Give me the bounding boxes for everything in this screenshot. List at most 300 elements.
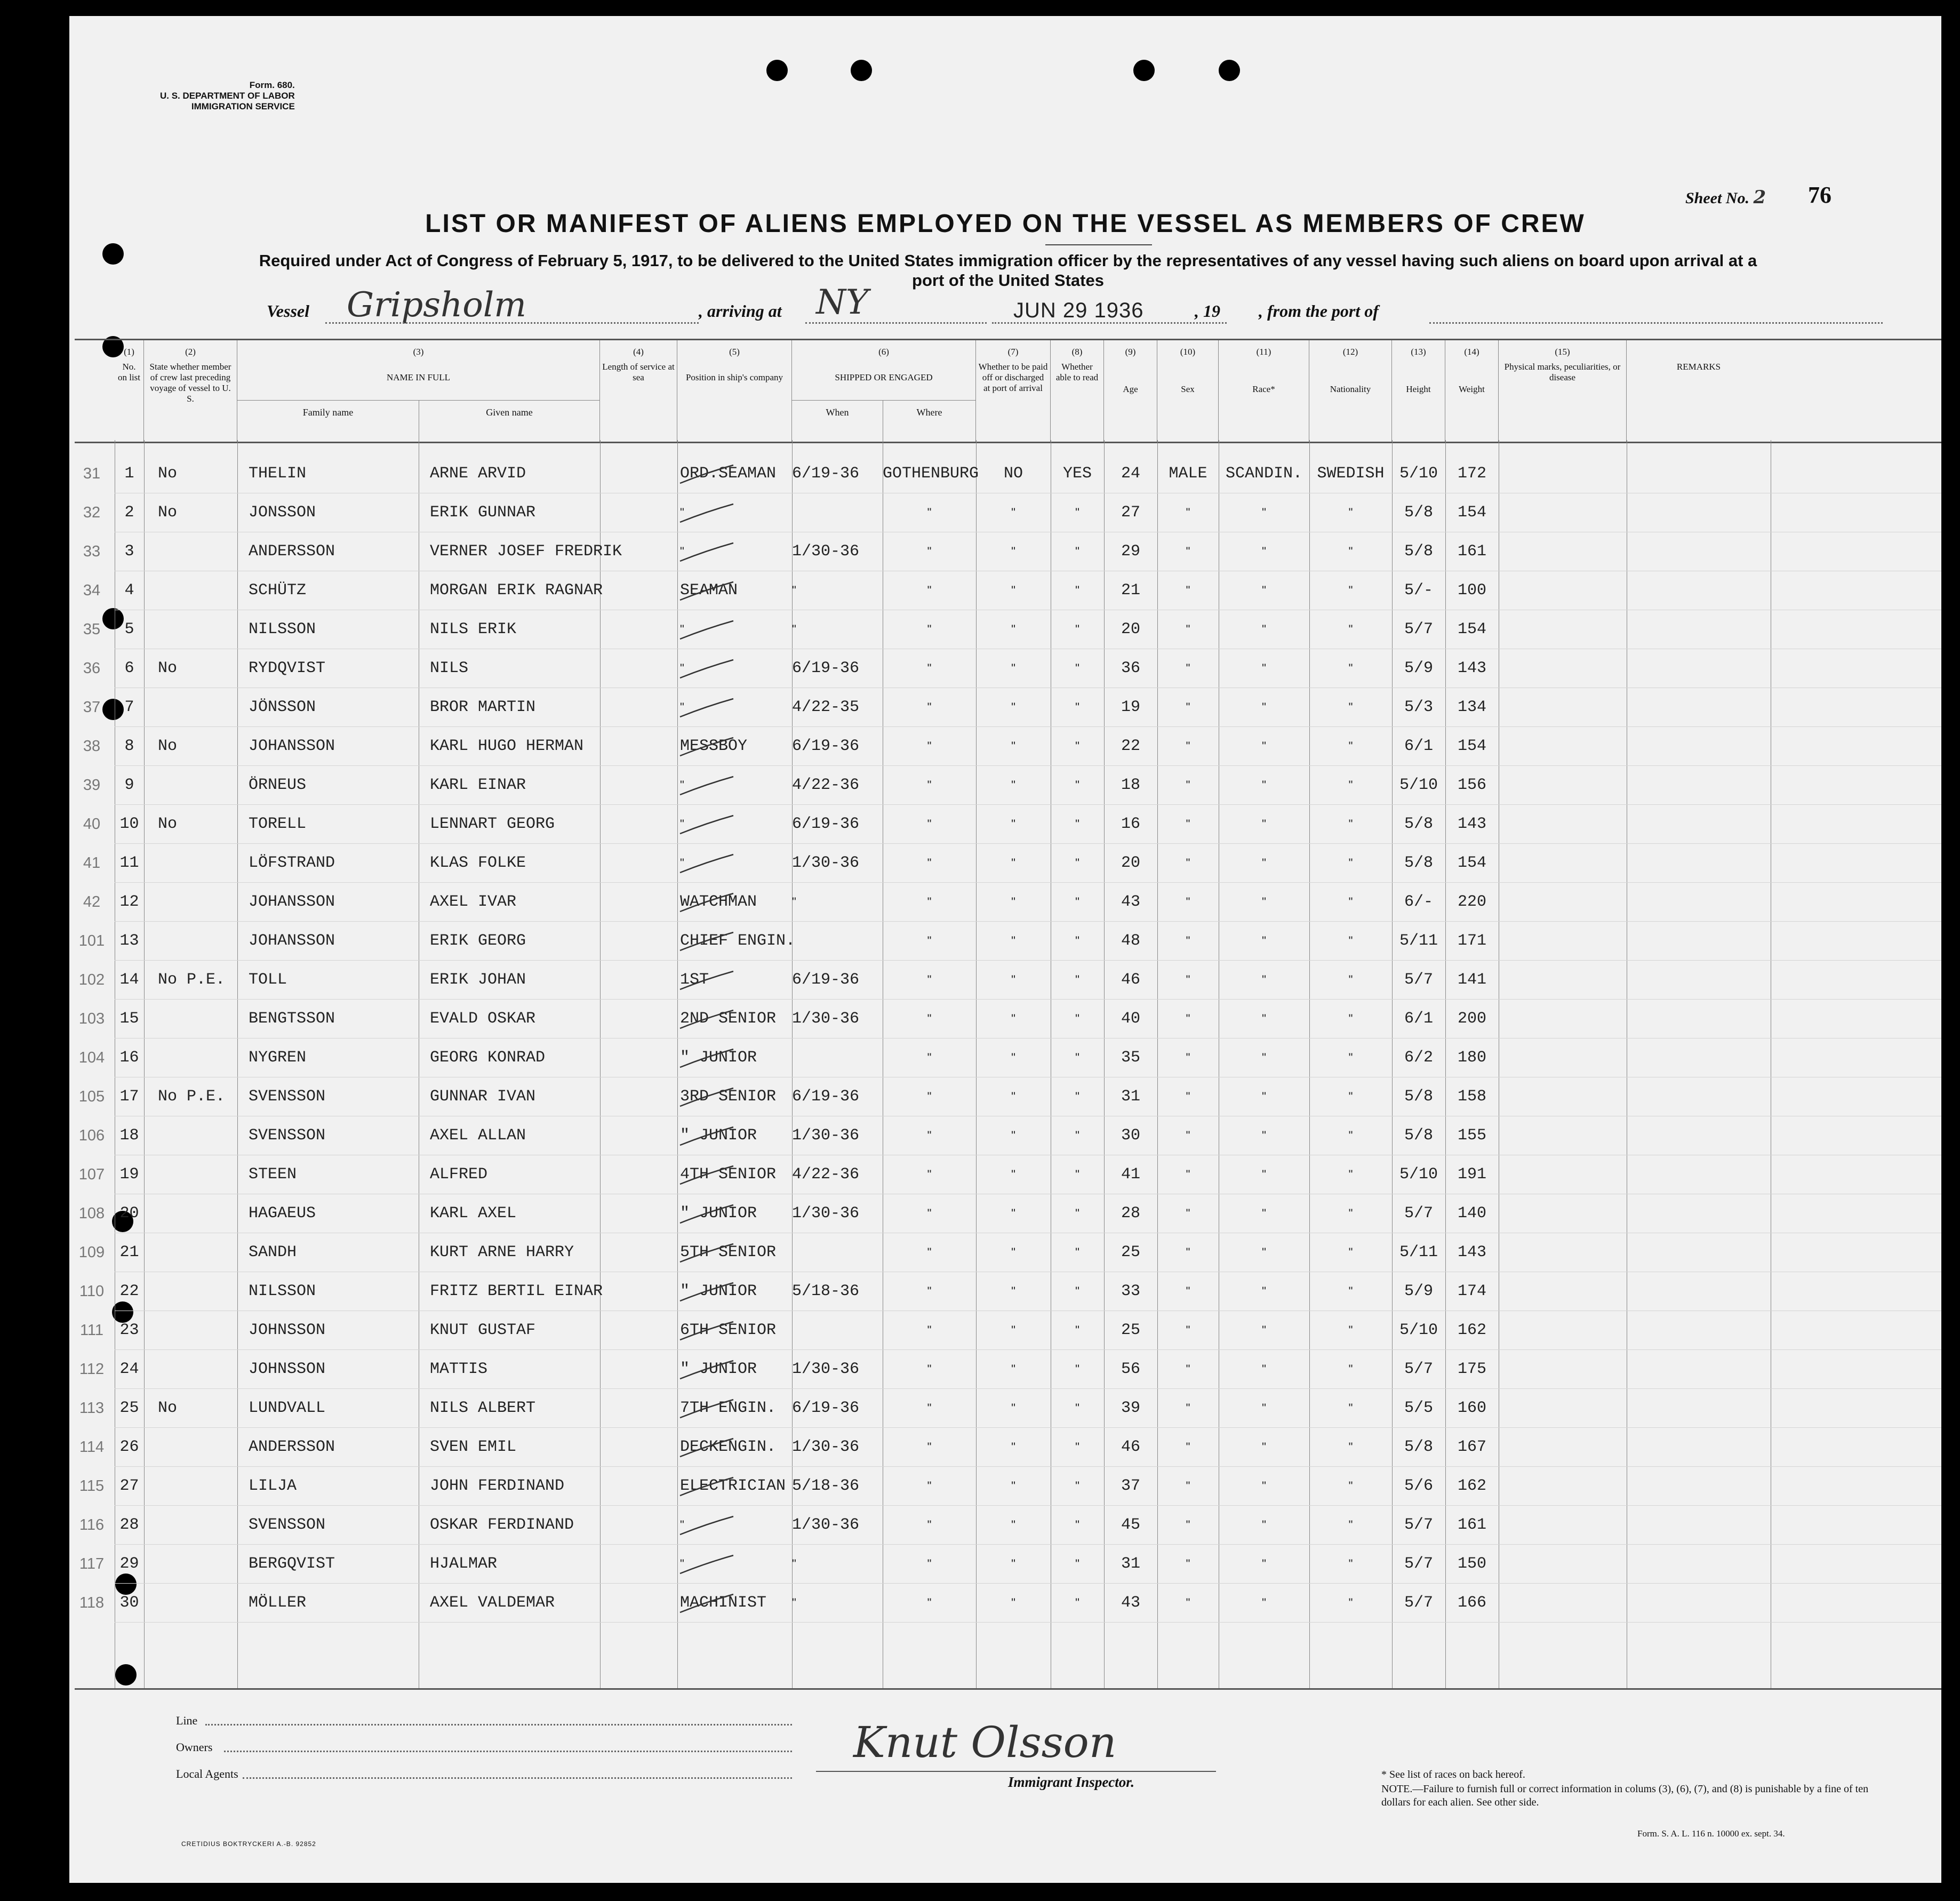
- cell-paid-off: ": [1011, 817, 1015, 830]
- from-port-label: , from the port of: [1259, 301, 1379, 321]
- cell-nationality: ": [1348, 1323, 1353, 1337]
- cell-age: 20: [1121, 620, 1140, 638]
- cell-family-name: JOHANSSON: [249, 932, 335, 950]
- cell-previous-voyage: [155, 1164, 238, 1185]
- cell-nationality: ": [1348, 973, 1353, 986]
- cell-given-name: KNUT GUSTAF: [430, 1321, 536, 1339]
- cell-able-to-read: ": [1075, 1440, 1079, 1453]
- table-row: [75, 454, 1941, 493]
- cell-prefix: 35: [83, 621, 101, 638]
- cell-able-to-read: ": [1075, 1129, 1079, 1142]
- header-col-4: (4) Length of service at sea: [600, 340, 677, 442]
- cell-sex: ": [1186, 973, 1190, 986]
- cell-paid-off: NO: [1003, 465, 1023, 483]
- cell-list-number: 15: [119, 1010, 139, 1028]
- cell-race: ": [1262, 1518, 1266, 1531]
- cell-nationality: ": [1348, 1129, 1353, 1142]
- cell-paid-off: ": [1011, 700, 1015, 714]
- cell-height: 5/8: [1404, 1438, 1433, 1456]
- cell-height: 5/11: [1399, 1243, 1438, 1261]
- vessel-name: Gripsholm: [347, 285, 526, 325]
- cell-able-to-read: ": [1075, 895, 1079, 908]
- header-col-9: (9) Age: [1104, 340, 1157, 442]
- subheader-when: When: [826, 407, 849, 418]
- cell-weight: 143: [1457, 659, 1486, 677]
- cell-weight: 143: [1457, 815, 1486, 833]
- cell-previous-voyage: No: [158, 504, 178, 522]
- cell-previous-voyage: [155, 619, 238, 640]
- cell-shipped-when: 6/19-36: [792, 465, 860, 483]
- cell-given-name: MORGAN ERIK RAGNAR: [430, 581, 603, 600]
- cell-shipped-when: 4/22-36: [792, 776, 860, 794]
- cell-nationality: ": [1348, 895, 1353, 908]
- table-row: [75, 532, 1941, 571]
- cell-given-name: KARL EINAR: [430, 776, 526, 794]
- cell-sex: ": [1186, 1245, 1190, 1259]
- cell-shipped-where: ": [927, 817, 932, 830]
- cell-race: ": [1262, 1245, 1266, 1259]
- cell-weight: 191: [1457, 1165, 1486, 1184]
- header-col-14: (14) Weight: [1445, 340, 1499, 442]
- cell-able-to-read: ": [1075, 739, 1079, 753]
- cell-race: ": [1262, 1090, 1266, 1103]
- cell-given-name: KARL HUGO HERMAN: [430, 737, 584, 755]
- table-row: [75, 610, 1941, 649]
- cell-list-number: 24: [119, 1360, 139, 1378]
- cell-position: ORD.SEAMAN: [680, 465, 777, 483]
- cell-paid-off: ": [1011, 1129, 1015, 1142]
- table-row: [75, 1000, 1941, 1039]
- service-length-mark: [675, 1202, 739, 1227]
- cell-race: ": [1262, 817, 1266, 830]
- cell-nationality: ": [1348, 1557, 1353, 1570]
- cell-age: 39: [1121, 1399, 1140, 1417]
- cell-sex: ": [1186, 1596, 1190, 1609]
- cell-age: 31: [1121, 1088, 1140, 1106]
- cell-nationality: ": [1348, 1401, 1353, 1415]
- cell-previous-voyage: No P.E.: [158, 1088, 226, 1106]
- cell-previous-voyage: No: [158, 465, 178, 483]
- cell-able-to-read: ": [1075, 1207, 1079, 1220]
- sheet-label: Sheet No. 2: [1685, 187, 1766, 208]
- cell-family-name: ANDERSSON: [249, 542, 335, 561]
- service-length-mark: [675, 501, 739, 526]
- cell-previous-voyage: [155, 1203, 238, 1224]
- cell-prefix: 113: [79, 1400, 105, 1417]
- cell-position: ": [680, 778, 684, 792]
- cell-prefix: 115: [79, 1477, 105, 1495]
- cell-prefix: 40: [83, 816, 101, 833]
- cell-height: 5/10: [1399, 465, 1438, 483]
- table-row: [75, 571, 1941, 610]
- cell-position: ": [680, 506, 684, 519]
- cell-list-number: 11: [119, 854, 139, 872]
- cell-able-to-read: YES: [1062, 465, 1092, 483]
- cell-weight: 161: [1457, 542, 1486, 561]
- cell-shipped-where: ": [927, 1012, 932, 1025]
- cell-previous-voyage: No: [158, 1399, 178, 1417]
- table-row: [75, 1077, 1941, 1116]
- cell-paid-off: ": [1011, 895, 1015, 908]
- cell-position: ": [680, 700, 684, 714]
- cell-nationality: ": [1348, 1168, 1353, 1181]
- table-row: [75, 1272, 1941, 1311]
- cell-sex: ": [1186, 1207, 1190, 1220]
- service-length-mark: [675, 1085, 739, 1111]
- cell-shipped-where: ": [927, 1362, 932, 1376]
- cell-given-name: KARL AXEL: [430, 1204, 517, 1223]
- cell-shipped-when: 6/19-36: [792, 1088, 860, 1106]
- punch-hole: [766, 60, 788, 81]
- cell-weight: 220: [1457, 893, 1486, 911]
- cell-nationality: ": [1348, 934, 1353, 947]
- cell-weight: 172: [1457, 465, 1486, 483]
- cell-list-number: 5: [124, 620, 134, 638]
- cell-height: 6/1: [1404, 1010, 1433, 1028]
- cell-position: 4TH SENIOR: [680, 1165, 777, 1184]
- cell-given-name: AXEL IVAR: [430, 893, 517, 911]
- cell-sex: ": [1186, 661, 1190, 675]
- cell-previous-voyage: [155, 697, 238, 718]
- cell-given-name: ERIK JOHAN: [430, 971, 526, 989]
- header-col-5: (5) Position in ship's company: [677, 340, 792, 442]
- cell-shipped-when: ": [792, 895, 796, 908]
- cell-given-name: HJALMAR: [430, 1555, 498, 1573]
- sheet-number: 76: [1808, 182, 1831, 208]
- table-row: [75, 1116, 1941, 1155]
- cell-family-name: NILSSON: [249, 1282, 316, 1300]
- cell-paid-off: ": [1011, 1596, 1015, 1609]
- cell-race: SCANDIN.: [1225, 465, 1303, 483]
- cell-height: 5/6: [1404, 1477, 1433, 1495]
- service-length-mark: [675, 812, 739, 838]
- cell-weight: 161: [1457, 1516, 1486, 1534]
- header-col-1: (1) No. on list: [115, 340, 144, 442]
- cell-age: 21: [1121, 581, 1140, 600]
- penalty-note: NOTE.—Failure to furnish full or correct information in colums (3), (6), (7), and (8) is punishable by a fine of ten dollars for each alien. See other side.: [1381, 1783, 1869, 1808]
- cell-paid-off: ": [1011, 506, 1015, 519]
- cell-weight: 154: [1457, 854, 1486, 872]
- table-row: [75, 1389, 1941, 1428]
- cell-sex: ": [1186, 1284, 1190, 1298]
- cell-shipped-where: ": [927, 1557, 932, 1570]
- cell-age: 31: [1121, 1555, 1140, 1573]
- cell-race: ": [1262, 739, 1266, 753]
- year-label: , 19: [1195, 301, 1220, 321]
- cell-previous-voyage: [155, 774, 238, 796]
- cell-sex: ": [1186, 1090, 1190, 1103]
- table-row: [75, 1155, 1941, 1194]
- title-rule: [1045, 244, 1152, 245]
- cell-race: ": [1262, 1401, 1266, 1415]
- table-row: [75, 922, 1941, 961]
- cell-prefix: 114: [79, 1439, 105, 1456]
- cell-shipped-where: ": [927, 622, 932, 636]
- cell-age: 28: [1121, 1204, 1140, 1223]
- cell-race: ": [1262, 1284, 1266, 1298]
- cell-shipped-when: 1/30-36: [792, 854, 860, 872]
- cell-sex: ": [1186, 1362, 1190, 1376]
- cell-weight: 160: [1457, 1399, 1486, 1417]
- cell-shipped-when: ": [792, 1557, 796, 1570]
- cell-shipped-where: ": [927, 1479, 932, 1492]
- agents-underline: [243, 1776, 792, 1779]
- cell-position: ": [680, 1518, 684, 1531]
- cell-age: 46: [1121, 971, 1140, 989]
- cell-family-name: NYGREN: [249, 1049, 307, 1067]
- cell-race: ": [1262, 856, 1266, 869]
- cell-paid-off: ": [1011, 1362, 1015, 1376]
- cell-shipped-when: 1/30-36: [792, 1204, 860, 1223]
- races-note: * See list of races on back hereof.: [1381, 1769, 1525, 1780]
- cell-position: WATCHMAN: [680, 893, 757, 911]
- cell-age: 22: [1121, 737, 1140, 755]
- cell-height: 6/2: [1404, 1049, 1433, 1067]
- cell-paid-off: ": [1011, 1479, 1015, 1492]
- cell-list-number: 18: [119, 1127, 139, 1145]
- subheader-where: Where: [916, 407, 942, 418]
- cell-able-to-read: ": [1075, 1245, 1079, 1259]
- service-length-mark: [675, 851, 739, 877]
- cell-family-name: TOLL: [249, 971, 287, 989]
- cell-height: 5/7: [1404, 1594, 1433, 1612]
- cell-paid-off: ": [1011, 1168, 1015, 1181]
- cell-family-name: HAGAEUS: [249, 1204, 316, 1223]
- cell-shipped-where: ": [927, 1401, 932, 1415]
- cell-position: MESSBOY: [680, 737, 748, 755]
- cell-list-number: 13: [119, 932, 139, 950]
- cell-family-name: JOHNSSON: [249, 1321, 326, 1339]
- cell-shipped-when: [792, 502, 883, 523]
- cell-position: " JUNIOR: [680, 1360, 757, 1378]
- cell-sex: ": [1186, 1557, 1190, 1570]
- cell-weight: 175: [1457, 1360, 1486, 1378]
- cell-weight: 141: [1457, 971, 1486, 989]
- cell-position: 7TH ENGIN.: [680, 1399, 777, 1417]
- cell-age: 40: [1121, 1010, 1140, 1028]
- service-length-mark: [675, 773, 739, 799]
- cell-height: 5/7: [1404, 1360, 1433, 1378]
- table-row: [75, 961, 1941, 1000]
- cell-race: ": [1262, 1207, 1266, 1220]
- cell-sex: ": [1186, 1518, 1190, 1531]
- table-row: [75, 883, 1941, 922]
- cell-shipped-where: ": [927, 584, 932, 597]
- cell-family-name: TORELL: [249, 815, 307, 833]
- punch-hole: [851, 60, 872, 81]
- table-header: [75, 339, 1941, 443]
- cell-race: ": [1262, 1051, 1266, 1064]
- table-bottom-rule: [75, 1688, 1941, 1690]
- cell-able-to-read: ": [1075, 1284, 1079, 1298]
- header-col-13: (13) Height: [1392, 340, 1445, 442]
- cell-age: 35: [1121, 1049, 1140, 1067]
- cell-shipped-where: ": [927, 545, 932, 558]
- cell-able-to-read: ": [1075, 545, 1079, 558]
- cell-age: 30: [1121, 1127, 1140, 1145]
- cell-able-to-read: ": [1075, 817, 1079, 830]
- cell-family-name: SVENSSON: [249, 1088, 326, 1106]
- cell-sex: ": [1186, 700, 1190, 714]
- cell-able-to-read: ": [1075, 1401, 1079, 1415]
- cell-list-number: 30: [119, 1594, 139, 1612]
- cell-paid-off: ": [1011, 934, 1015, 947]
- cell-able-to-read: ": [1075, 1090, 1079, 1103]
- service-length-mark: [675, 1357, 739, 1383]
- cell-weight: 154: [1457, 737, 1486, 755]
- cell-sex: ": [1186, 1323, 1190, 1337]
- cell-height: 5/7: [1404, 620, 1433, 638]
- cell-race: ": [1262, 973, 1266, 986]
- cell-prefix: 111: [79, 1322, 104, 1339]
- cell-shipped-when: [792, 1320, 883, 1341]
- cell-previous-voyage: [155, 891, 238, 913]
- cell-able-to-read: ": [1075, 506, 1079, 519]
- table-row: [75, 727, 1941, 766]
- cell-shipped-where: ": [927, 934, 932, 947]
- cell-family-name: JOHANSSON: [249, 737, 335, 755]
- cell-age: 43: [1121, 1594, 1140, 1612]
- cell-age: 19: [1121, 698, 1140, 716]
- cell-weight: 167: [1457, 1438, 1486, 1456]
- cell-age: 27: [1121, 504, 1140, 522]
- cell-sex: ": [1186, 1440, 1190, 1453]
- cell-paid-off: ": [1011, 856, 1015, 869]
- subheader-family-name: Family name: [302, 407, 354, 418]
- cell-race: ": [1262, 1440, 1266, 1453]
- cell-able-to-read: ": [1075, 622, 1079, 636]
- cell-family-name: SANDH: [249, 1243, 297, 1261]
- cell-list-number: 29: [119, 1555, 139, 1573]
- cell-sex: ": [1186, 817, 1190, 830]
- cell-paid-off: ": [1011, 1051, 1015, 1064]
- punch-hole: [102, 243, 124, 265]
- cell-sex: ": [1186, 739, 1190, 753]
- header-margin: [75, 340, 115, 442]
- cell-position: ": [680, 1557, 684, 1570]
- cell-nationality: ": [1348, 1051, 1353, 1064]
- cell-shipped-when: 4/22-35: [792, 698, 860, 716]
- cell-previous-voyage: No: [158, 815, 178, 833]
- cell-nationality: ": [1348, 1596, 1353, 1609]
- port-underline: [805, 321, 987, 324]
- cell-age: 41: [1121, 1165, 1140, 1184]
- cell-shipped-where: ": [927, 700, 932, 714]
- cell-shipped-where: ": [927, 1051, 932, 1064]
- cell-height: 5/10: [1399, 1165, 1438, 1184]
- cell-nationality: ": [1348, 1245, 1353, 1259]
- cell-paid-off: ": [1011, 1090, 1015, 1103]
- cell-able-to-read: ": [1075, 1557, 1079, 1570]
- table-row: [75, 493, 1941, 532]
- header-col-7: (7) Whether to be paid off or discharged at port of arrival: [976, 340, 1051, 442]
- cell-shipped-when: 5/18-36: [792, 1477, 860, 1495]
- cell-height: 5/8: [1404, 1127, 1433, 1145]
- service-length-mark: [675, 540, 739, 565]
- cell-age: 25: [1121, 1243, 1140, 1261]
- service-length-mark: [675, 1046, 739, 1072]
- cell-given-name: NILS ALBERT: [430, 1399, 536, 1417]
- cell-race: ": [1262, 622, 1266, 636]
- cell-shipped-where: ": [927, 1323, 932, 1337]
- cell-list-number: 16: [119, 1049, 139, 1067]
- cell-sex: ": [1186, 1401, 1190, 1415]
- cell-race: ": [1262, 506, 1266, 519]
- cell-able-to-read: ": [1075, 1168, 1079, 1181]
- cell-weight: 150: [1457, 1555, 1486, 1573]
- service-length-mark: [675, 890, 739, 916]
- cell-shipped-when: 1/30-36: [792, 1360, 860, 1378]
- service-length-mark: [675, 462, 739, 488]
- cell-given-name: FRITZ BERTIL EINAR: [430, 1282, 603, 1300]
- cell-nationality: ": [1348, 1284, 1353, 1298]
- cell-prefix: 36: [83, 660, 101, 677]
- punch-hole: [1133, 60, 1155, 81]
- cell-prefix: 116: [79, 1516, 105, 1533]
- cell-list-number: 23: [119, 1321, 139, 1339]
- cell-position: ": [680, 622, 684, 636]
- header-col-12: (12) Nationality: [1309, 340, 1392, 442]
- cell-paid-off: ": [1011, 1518, 1015, 1531]
- service-length-mark: [675, 1396, 739, 1422]
- cell-height: 5/9: [1404, 1282, 1433, 1300]
- cell-previous-voyage: [155, 1281, 238, 1302]
- cell-race: ": [1262, 545, 1266, 558]
- cell-shipped-when: 6/19-36: [792, 971, 860, 989]
- cell-given-name: OSKAR FERDINAND: [430, 1516, 574, 1534]
- cell-list-number: 26: [119, 1438, 139, 1456]
- cell-given-name: ERIK GUNNAR: [430, 504, 536, 522]
- cell-weight: 154: [1457, 504, 1486, 522]
- service-length-mark: [675, 1591, 739, 1617]
- cell-age: 33: [1121, 1282, 1140, 1300]
- cell-weight: 171: [1457, 932, 1486, 950]
- cell-shipped-where: ": [927, 895, 932, 908]
- cell-weight: 180: [1457, 1049, 1486, 1067]
- cell-position: DECKENGIN.: [680, 1438, 777, 1456]
- cell-age: 25: [1121, 1321, 1140, 1339]
- inspector-signature: Knut Olsson: [853, 1718, 1117, 1767]
- cell-race: ": [1262, 700, 1266, 714]
- local-agents-label: Local Agents: [176, 1767, 238, 1780]
- cell-nationality: ": [1348, 545, 1353, 558]
- service-length-mark: [675, 1513, 739, 1539]
- cell-previous-voyage: No: [158, 737, 178, 755]
- cell-list-number: 6: [124, 659, 134, 677]
- line-label: Line: [176, 1714, 198, 1727]
- cell-height: 5/7: [1404, 1204, 1433, 1223]
- cell-position: " JUNIOR: [680, 1204, 757, 1223]
- cell-weight: 143: [1457, 1243, 1486, 1261]
- table-row: [75, 1506, 1941, 1545]
- cell-weight: 200: [1457, 1010, 1486, 1028]
- cell-race: ": [1262, 778, 1266, 792]
- cell-given-name: ARNE ARVID: [430, 465, 526, 483]
- cell-shipped-when: 1/30-36: [792, 1516, 860, 1534]
- cell-given-name: ALFRED: [430, 1165, 488, 1184]
- cell-given-name: AXEL ALLAN: [430, 1127, 526, 1145]
- cell-prefix: 110: [79, 1283, 105, 1300]
- cell-sex: ": [1186, 895, 1190, 908]
- cell-family-name: ANDERSSON: [249, 1438, 335, 1456]
- cell-prefix: 37: [83, 699, 101, 716]
- cell-race: ": [1262, 661, 1266, 675]
- cell-paid-off: ": [1011, 584, 1015, 597]
- cell-list-number: 14: [119, 971, 139, 989]
- cell-paid-off: ": [1011, 1323, 1015, 1337]
- cell-prefix: 105: [78, 1088, 105, 1105]
- cell-shipped-when: 6/19-36: [792, 1399, 860, 1417]
